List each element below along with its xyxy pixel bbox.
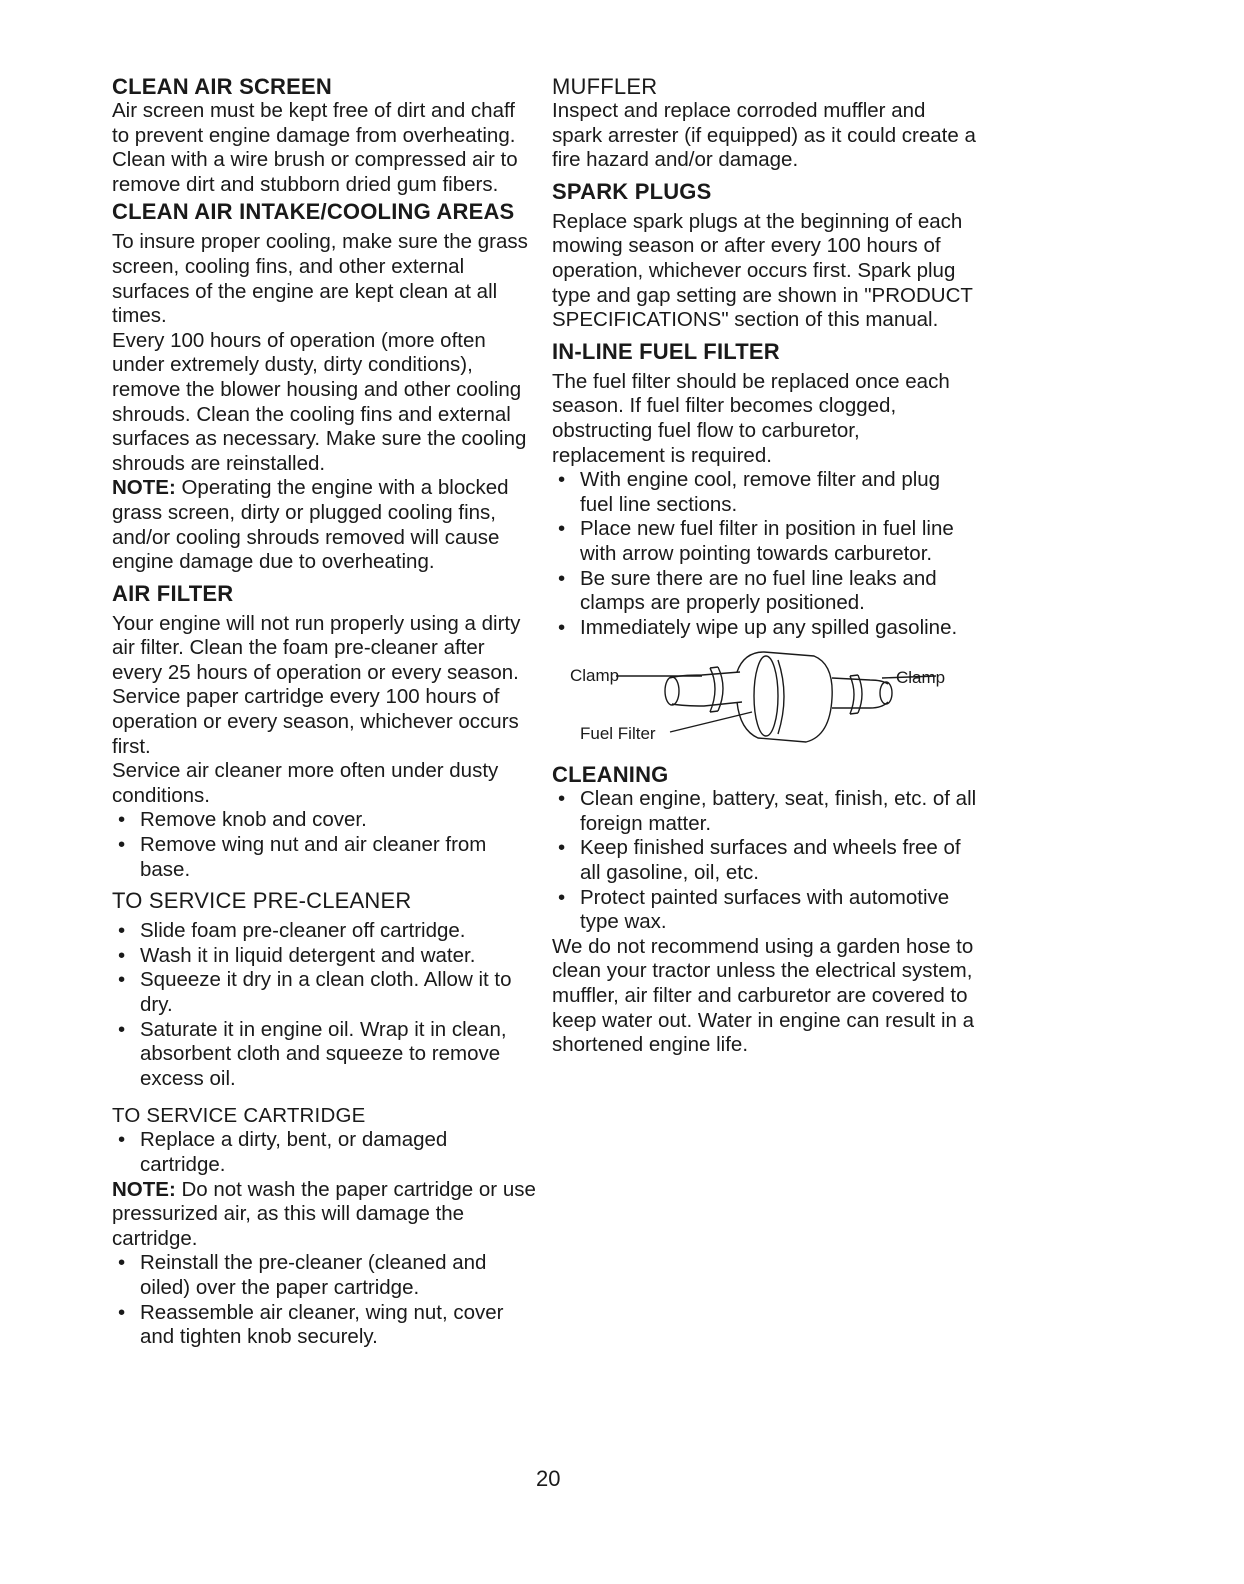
cartridge-note — [112, 1178, 537, 1252]
muffler-text: Inspect and replace corroded muffler and spark arrester (if equipped) as it could create a fire hazard and/or damage. — [552, 99, 976, 172]
clean-air-screen-text: Air screen must be kept free of dirt and chaff to prevent engine damage from overheating. Clean with a wire brush or compressed air to remove dirt and stubborn dried gum fibers. — [112, 99, 518, 196]
page-number: 20 — [536, 1466, 561, 1491]
list-item: • Remove knob and cover. — [118, 808, 367, 832]
air-filter-paragraph-1: Your engine will not run properly using a dirty air filter. Clean the foam pre-cleaner after every 25 hours of operation or every season. Service paper cartridge every 100 hours of operation or every season, whichever occurs first. — [112, 611, 521, 758]
heading-spark-plugs: SPARK PLUGS — [552, 178, 712, 204]
clamp-left-label: Clamp — [570, 666, 620, 686]
list-item: • Immediately wipe up any spilled gasoline. — [558, 615, 958, 639]
list-item: • Saturate it in engine oil. Wrap it in clean, absorbent cloth and squeeze to remove excess oil. — [118, 1017, 507, 1090]
list-item: • Be sure there are no fuel line leaks and clamps are properly positioned. — [558, 566, 937, 615]
list-item: • With engine cool, remove filter and plug fuel line sections. — [558, 468, 941, 516]
cartridge-list-1 — [112, 1128, 537, 1177]
cleaning-list — [552, 787, 977, 935]
heading-air-filter: AIR FILTER — [112, 580, 234, 606]
note-text: Do not wash the paper cartridge or use pressurized air, as this will damage the cartridge. — [112, 1177, 536, 1250]
cartridge-list-2 — [112, 1251, 537, 1349]
cleaning-text: We do not recommend using a garden hose to clean your tractor unless the electrical system, muffler, air filter and carburetor are covered to keep water out. Water in engine can result in a shortened engine life. — [552, 934, 975, 1057]
air-filter-list — [112, 808, 537, 882]
list-item: • Protect painted surfaces with automotive type wax. — [558, 885, 950, 934]
list-item: • Reinstall the pre-cleaner (cleaned and oiled) over the paper cartridge. — [118, 1251, 487, 1299]
clean-intake-note — [112, 476, 537, 574]
fuel-filter-list — [552, 468, 977, 640]
fuel-filter-text: The fuel filter should be replaced once each season. If fuel filter becomes clogged, obstructing fuel flow to carburetor, replacement is required. — [552, 369, 950, 467]
pre-cleaner-list — [112, 919, 537, 1091]
note-label: NOTE: — [112, 1177, 176, 1201]
heading-muffler: MUFFLER — [552, 74, 658, 99]
list-item: • Keep finished surfaces and wheels free of all gasoline, oil, etc. — [558, 836, 961, 885]
heading-clean-air-screen: CLEAN AIR SCREEN — [112, 74, 332, 99]
air-filter-paragraph-2: Service air cleaner more often under dusty conditions. — [112, 759, 499, 807]
heading-service-pre-cleaner: TO SERVICE PRE-CLEANER — [112, 888, 412, 914]
spark-plugs-text: Replace spark plugs at the beginning of each mowing season or after every 100 hours of operation, whichever occurs first. Spark plug type and gap setting are shown in "PRODUCT SPECIFICATIONS" section of this manual. — [552, 209, 973, 332]
list-item: • Wash it in liquid detergent and water. — [118, 943, 476, 967]
list-item: • Replace a dirty, bent, or damaged cartridge. — [118, 1128, 448, 1176]
list-item: • Reassemble air cleaner, wing nut, cover and tighten knob securely. — [118, 1300, 504, 1349]
list-item: • Remove wing nut and air cleaner from base. — [118, 833, 487, 881]
right-column — [552, 74, 977, 1058]
clean-intake-paragraph-2: Every 100 hours of operation (more often under extremely dusty, dirty conditions), remove the blower housing and other cooling shrouds. Clean the cooling fins and external surfaces as necessary. Make sure the cooling shrouds are reinstalled. — [112, 328, 527, 475]
fuel-filter-illustration — [552, 642, 977, 762]
list-item: • Slide foam pre-cleaner off cartridge. — [118, 919, 466, 943]
fuel-filter-diagram — [552, 642, 977, 762]
list-item: • Place new fuel filter in position in fuel line with arrow pointing towards carburetor. — [558, 517, 954, 565]
heading-clean-air-intake: CLEAN AIR INTAKE/COOLING AREAS — [112, 199, 515, 225]
left-column — [112, 74, 537, 1350]
list-item: • Squeeze it dry in a clean cloth. Allow it to dry. — [118, 968, 512, 1016]
clamp-right-label: Clamp — [896, 668, 946, 688]
list-item: • Clean engine, battery, seat, finish, etc. of all foreign matter. — [558, 787, 977, 835]
heading-cleaning: CLEANING — [552, 762, 669, 788]
fuel-filter-label: Fuel Filter — [580, 724, 656, 744]
note-text: Operating the engine with a blocked grass screen, dirty or plugged cooling fins, and/or cooling shrouds removed will cause engine damage due to overheating. — [112, 476, 509, 574]
note-label: NOTE: — [112, 476, 176, 500]
heading-service-cartridge: TO SERVICE CARTRIDGE — [112, 1104, 366, 1128]
clean-intake-paragraph-1: To insure proper cooling, make sure the grass screen, cooling fins, and other external surfaces of the engine are kept clean at all times. — [112, 230, 528, 328]
heading-fuel-filter: IN-LINE FUEL FILTER — [552, 338, 780, 364]
